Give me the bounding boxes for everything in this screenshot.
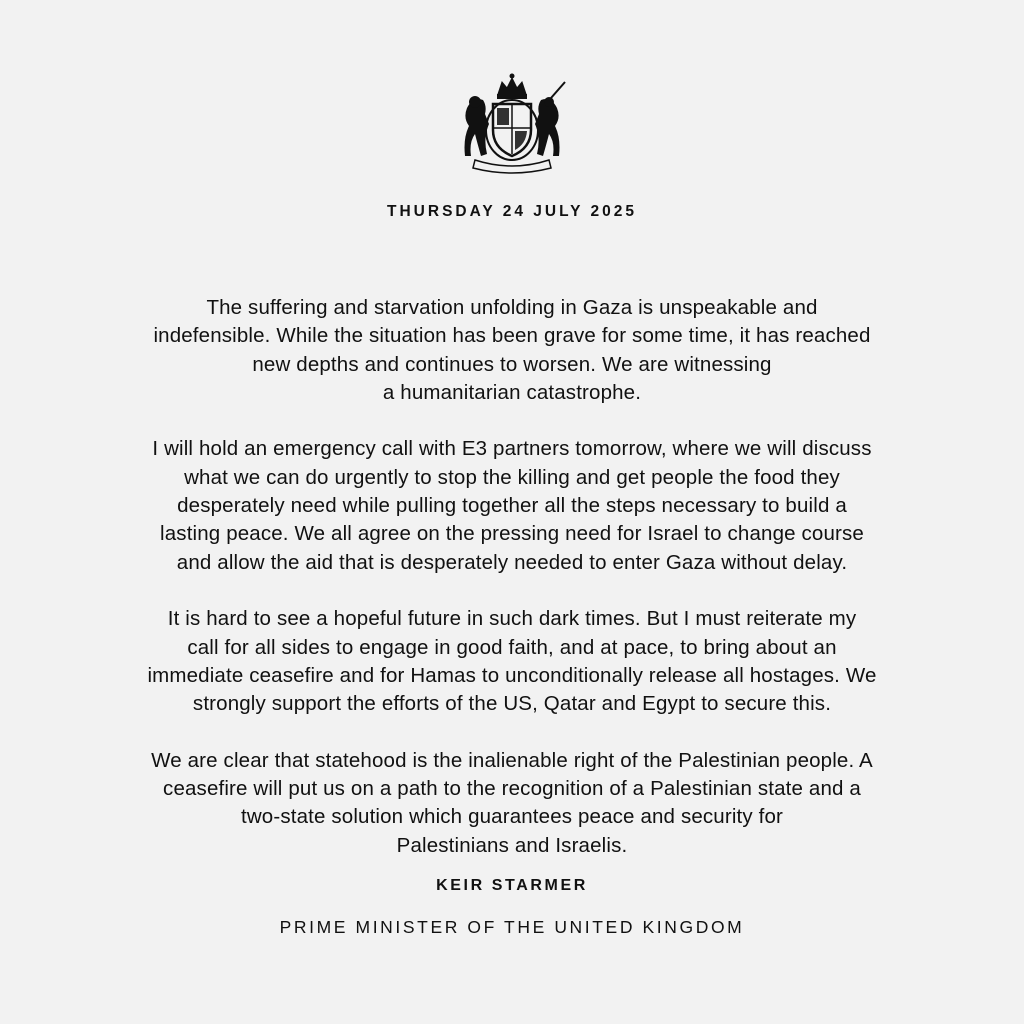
statement-body: [60, 294, 964, 888]
paragraph: [60, 294, 964, 407]
paragraph-line: two-state solution which guarantees peace and security for: [241, 805, 783, 829]
paragraph: [60, 747, 964, 860]
paragraph: [60, 605, 964, 718]
paragraph-line: new depths and continues to worsen. We are witnessing: [252, 352, 772, 376]
royal-coat-of-arms-icon: [453, 72, 571, 176]
signatory-title: PRIME MINISTER OF THE UNITED KINGDOM: [279, 917, 745, 937]
paragraph-line: indefensible. While the situation has been grave for some time, it has reached: [153, 324, 871, 348]
paragraph-line: I will hold an emergency call with E3 partners tomorrow, where we will discuss: [152, 437, 872, 461]
paragraph-line: immediate ceasefire and for Hamas to unconditionally release all hostages. We: [147, 663, 877, 687]
paragraph-line: and allow the aid that is desperately needed to enter Gaza without delay.: [176, 550, 848, 574]
paragraph-line: The suffering and starvation unfolding in Gaza is unspeakable and: [206, 296, 818, 319]
paragraph-line: ceasefire will put us on a path to the recognition of a Palestinian state and a: [163, 777, 861, 801]
paragraph-line: Palestinians and Israelis.: [396, 833, 628, 857]
signatory-name: KEIR STARMER: [436, 877, 588, 894]
paragraph-line: call for all sides to engage in good faith, and at pace, to bring about an: [187, 635, 837, 659]
paragraph: [60, 435, 964, 576]
paragraph-line: strongly support the efforts of the US, Qatar and Egypt to secure this.: [192, 692, 832, 716]
paragraph-line: a humanitarian catastrophe.: [382, 380, 642, 404]
paragraph-line: lasting peace. We all agree on the pressing need for Israel to change course: [160, 522, 864, 546]
paragraph-line: We are clear that statehood is the inalienable right of the Palestinian people. A: [151, 748, 873, 772]
paragraph-line: desperately need while pulling together all the steps necessary to build a: [177, 494, 847, 518]
paragraph-line: It is hard to see a hopeful future in such dark times. But I must reiterate my: [167, 607, 857, 631]
statement-date: THURSDAY 24 JULY 2025: [387, 203, 637, 220]
paragraph-line: what we can do urgently to stop the killing and get people the food they: [184, 465, 840, 489]
